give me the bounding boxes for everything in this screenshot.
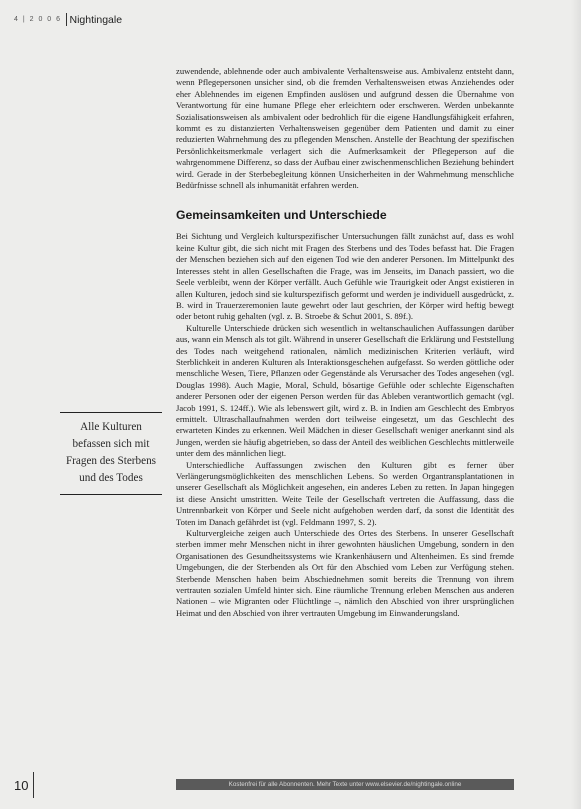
footer-band: Kostenfrei für alle Abonnenten. Mehr Texte unter www.elsevier.de/nightingale.online xyxy=(176,779,514,790)
body-paragraph-1: Bei Sichtung und Vergleich kulturspezifischer Untersuchungen fällt zunächst auf, dass es wohl keine Kultur gibt, die sich nicht mit Fragen des Sterbens und des Todes befasst hat. Die Fragen der Menschen beziehen sich auf den eigenen Tod wie den anderer Personen. Im Mittelpunkt des Interesses steht in allen Gesellschaften die Frage, was im Jenseits, im Danach passiert, wo die Seele verbleibt, wenn der Körper verfällt. Auch Gefühle wie Traurigkeit oder Angst existieren in allen Kulturen, jedoch sind sie kulturspezifisch geformt und werden je individuell ausgedrückt, z. B. wird in Trauerzeremonien laute gewehrt oder laut geschrien, der Körper wird heftig bewegt oder betont ruhig gehalten (vgl. z. B. Stroebe & Schut 2001, S. 89f.). xyxy=(176,231,514,322)
section-heading: Gemeinsamkeiten und Unterschiede xyxy=(176,208,387,223)
issue-number: 4 | 2 0 0 6 xyxy=(14,16,62,23)
main-text-column xyxy=(176,66,514,619)
body-paragraph-3: Unterschiedliche Auffassungen zwischen den Kulturen gibt es ferner über Verlängerungsmöglichkeiten des menschlichen Lebens. So werden Organtransplantationen in unserer Gesellschaft als Möglichkeit angesehen, ein anderes Leben zu retten. In Japan hingegen ist diese Ansicht umstritten. Weite Teile der Gesellschaft vertreten die Auffassung, dass die Untrennbarkeit von Körper und Seele nicht aufgehoben werden darf, da sonst die Identität des Toten im Danach gefährdet ist (vgl. Feldmann 1997, S. 2). xyxy=(176,459,514,527)
body-paragraph-2: Kulturelle Unterschiede drücken sich wesentlich in weltanschaulichen Auffassungen darüber aus, wann ein Mensch als tot gilt. Während in unserer Gesellschaft die Erklärung und Feststellung des Todes nach weitgehend rationalen, nämlich medizinischen Kriterien verläuft, wird Sterblichkeit in anderen Kulturen als Interaktionsgeschehen aufgefasst. So werden göttliche oder menschliche Wesen, Tiere, Pflanzen oder Gegenstände als Verursacher des Todes angesehen (vgl. Douglas 1998). Auch Magie, Moral, Schuld, bösartige Gefühle oder schlechte Eigenschaften anderer Personen oder der eigenen Person werden für das Ableben verantwortlich gemacht (vgl. Jacob 1991, S. 124ff.). Wie als lebenswert gilt, wird z. B. in Indien am Geschlecht des Embryos ermittelt. Ultraschallaufnahmen werden dort teilweise eingesetzt, um das Geschlecht des erwarteten Kindes zu erkennen. Weil Mädchen in dieser Gesellschaft weniger anerkannt sind als Jungen, werden sie häufig abgetrieben, so dass der Anteil des weiblichen Geschlechts mittlerweile unter dem des männlichen liegt. xyxy=(176,322,514,459)
page-number-divider xyxy=(33,772,34,798)
running-header xyxy=(14,13,122,26)
header-divider xyxy=(66,13,67,26)
body-paragraph-4: Kulturvergleiche zeigen auch Unterschiede des Ortes des Sterbens. In unserer Gesellschaft sterben immer mehr Menschen nicht in ihrer gewohnten häuslichen Umgebung, sondern in den Organisationen des Gesundheitssystems wie Krankenhäusern und Altenheimen. Es sind fremde Umgebungen, die der Sterbenden als Ort für den Abschied vom Leben zur Verfügung stehen. Sterbende Menschen haben beim Abschiednehmen somit bereits die Trennung von ihrem vertrauten sozialen Umfeld hinter sich. Eine räumliche Trennung erleben Menschen aus anderen Nationen – wie Migranten oder Flüchtlinge –, nämlich den Abschied von ihrer ursprünglichen Heimat und den Abschied von ihrer vertrauten Umgebung im Einwanderungsland. xyxy=(176,528,514,618)
page-number: 10 xyxy=(14,778,29,793)
intro-paragraph: zuwendende, ablehnende oder auch ambivalente Verhaltensweise aus. Ambivalenz entsteht dann, wenn Pflegepersonen unsicher sind, ob die fremden Verhaltensweisen etwas Anziehendes oder eher Ablehnendes im eigenen Empfinden auslösen und aufgrund dessen die Übernahme von Verantwortung für eine humane Pflege eher erleichtern oder erschweren. Werden unbekannte Sozialisationsweisen als ambivalent oder bedrohlich für die eigene Handlungsfähigkeit erfahren, kommt es zu distanzierten Verhaltensweisen gegenüber dem Patienten und damit zu einer reduzierten Wahrnehmung des zu pflegenden Menschen. Anstelle der Beachtung der spezifischen Persönlichkeitsmerkmale verlagert sich die Aufmerksamkeit der Pflegeperson auf die wahrgenommene Differenz, so dass der Aufbau einer zwischenmenschlichen Beziehung behindert wird. Gerade in der Sterbebegleitung können Unsicherheiten in der Wahrnehmung menschliche Bedürfnisse schnell als inhumanität erfahren werden. xyxy=(176,66,514,191)
pull-quote: Alle Kulturen befassen sich mit Fragen des Sterbens und des Todes xyxy=(60,412,162,495)
scan-edge-shadow xyxy=(571,0,581,809)
journal-title: Nightingale xyxy=(69,13,123,26)
